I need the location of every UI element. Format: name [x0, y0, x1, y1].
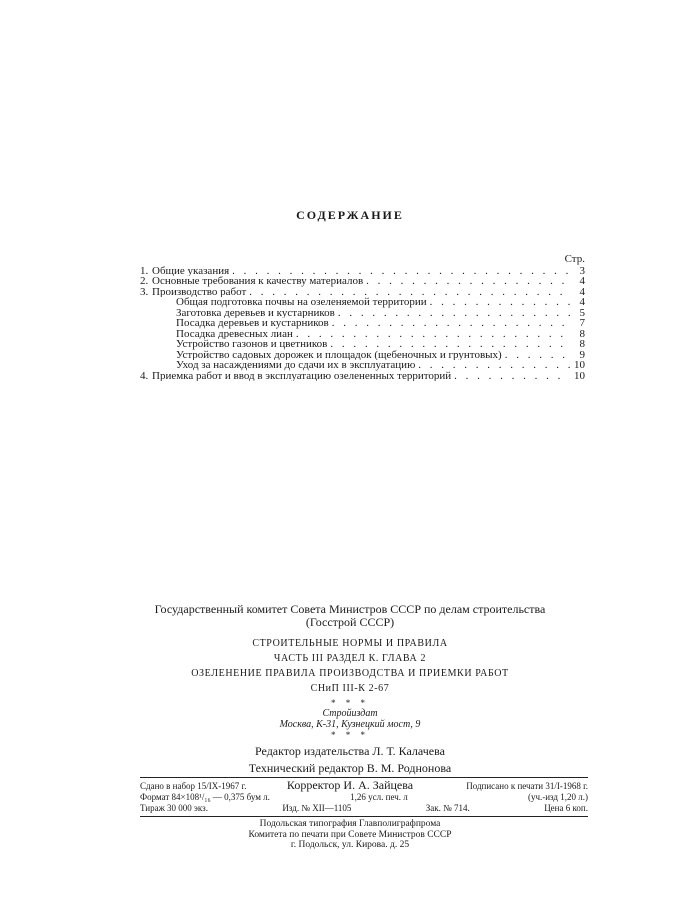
printer-line-2: Комитета по печати при Совете Министров СССР: [248, 829, 452, 840]
toc-entry: [140, 276, 585, 287]
toc-entry-label: Посадка древесных лиан: [176, 328, 293, 339]
toc-entry-label: Посадка деревьев и кустарников: [176, 318, 329, 329]
toc-leader-dots: [430, 297, 570, 308]
toc-leader-dots: [418, 360, 570, 371]
toc-entry-label: Заготовка деревьев и кустарников: [176, 307, 335, 318]
separator-stars-2: * * *: [331, 730, 369, 740]
toc-entry-page: 8: [579, 339, 585, 350]
pub-row-1: [140, 781, 588, 792]
toc-entry: [140, 308, 585, 319]
toc-entry: [140, 371, 585, 382]
toc-entry-page: 10: [574, 370, 585, 381]
toc-entry-page: 8: [579, 328, 585, 339]
tech-editor-credit: Технический редактор В. М. Роднонова: [248, 761, 452, 775]
toc-entry-label: Приемка работ и ввод в эксплуатацию озелененных территорий: [152, 370, 452, 381]
toc-entry: [140, 318, 585, 329]
toc-entry: [140, 360, 585, 371]
publication-details: [140, 777, 588, 817]
toc-entry-page: 4: [579, 286, 585, 297]
toc-entry-page: 4: [579, 297, 585, 308]
toc-entry-number: 4.: [140, 370, 149, 381]
publisher-sheets: (уч.-изд 1,20 л.): [527, 792, 588, 802]
toc-entry-page: 10: [574, 360, 585, 371]
toc-entry: [140, 297, 585, 308]
print-signed-date: Подписано к печати 31/I-1968 г.: [466, 781, 588, 791]
toc-entry-page: 3: [579, 265, 585, 276]
toc-leader-dots: [249, 287, 570, 298]
format-info: Формат 84×108¹/₁₆ — 0,375 бум л.: [140, 792, 270, 802]
toc-leader-dots: [366, 276, 570, 287]
publisher-address: Москва, К-31, Кузнецкий мост, 9: [279, 719, 421, 730]
toc-entry-page: 4: [579, 276, 585, 287]
toc-leader-dots: [330, 339, 570, 350]
committee-name: Государственный комитет Совета Министров СССР по делам строительства: [154, 602, 546, 616]
toc-entry: [140, 266, 585, 277]
printer-line-1: Подольская типография Главполиграфпрома: [259, 819, 441, 829]
toc-entry-label: Основные требования к качеству материалов: [152, 276, 364, 287]
toc-page-header: Стр.: [564, 253, 585, 265]
edition-number: Изд. № XII—1105: [282, 803, 352, 813]
separator-stars: * * *: [331, 698, 369, 708]
toc-leader-dots: [296, 329, 570, 340]
toc-entry-page: 7: [579, 318, 585, 329]
printer-info: [0, 819, 700, 851]
print-run: Тираж 30 000 экз.: [140, 803, 208, 813]
toc-entry: [140, 329, 585, 340]
typeset-date: Сдано в набор 15/IX-1967 г.: [140, 781, 247, 791]
toc-entry-page: 5: [579, 307, 585, 318]
toc-entry-label: Общие указания: [152, 265, 230, 276]
toc-leader-dots: [505, 350, 570, 361]
toc-entries: [140, 266, 585, 382]
corrector-credit: Корректор И. А. Зайцева: [286, 778, 414, 792]
toc-leader-dots: [332, 318, 570, 329]
toc-leader-dots: [338, 308, 570, 319]
document-code: СНиП III-К 2-67: [310, 683, 390, 694]
toc-entry-label: Уход за насаждениями до сдачи их в эксплуатацию: [176, 360, 416, 371]
printer-line-3: г. Подольск, ул. Кирова. д. 25: [290, 840, 410, 850]
pub-row-3: [140, 803, 588, 814]
toc-entry: [140, 287, 585, 298]
toc-entry-label: Устройство садовых дорожек и площадок (щебеночных и грунтовых): [176, 349, 502, 360]
print-sheets: 1,26 усл. печ. л: [350, 792, 408, 802]
imprint-block: [0, 603, 700, 794]
toc-entry-number: 1.: [140, 265, 149, 276]
order-number: Зак. № 714.: [425, 803, 470, 813]
toc-entry-label: Общая подготовка почвы на озеленяемой территории: [176, 297, 427, 308]
editor-credit: Редактор издательства Л. Т. Калачева: [255, 744, 445, 758]
part-section: ЧАСТЬ III РАЗДЕЛ К. ГЛАВА 2: [273, 653, 427, 664]
toc-title: СОДЕРЖАНИЕ: [296, 208, 404, 222]
toc-leader-dots: [454, 371, 570, 382]
toc-leader-dots: [232, 266, 570, 277]
document-subject: ОЗЕЛЕНЕНИЕ ПРАВИЛА ПРОИЗВОДСТВА И ПРИЕМКИ РАБОТ: [191, 668, 509, 679]
toc-entry-page: 9: [579, 349, 585, 360]
toc-entry-label: Устройство газонов и цветников: [176, 339, 328, 350]
toc-entry: [140, 339, 585, 350]
toc-entry-label: Производство работ: [152, 286, 247, 297]
committee-short: (Госстрой СССР): [305, 615, 395, 629]
norms-title: СТРОИТЕЛЬНЫЕ НОРМЫ И ПРАВИЛА: [252, 638, 448, 649]
toc-entry: [140, 350, 585, 361]
publisher-name: Стройиздат: [322, 708, 378, 719]
pub-row-2: [140, 792, 588, 803]
price: Цена 6 коп.: [544, 803, 588, 813]
toc-entry-number: 2.: [140, 276, 149, 287]
toc-entry-number: 3.: [140, 286, 149, 297]
table-of-contents: [140, 254, 585, 381]
